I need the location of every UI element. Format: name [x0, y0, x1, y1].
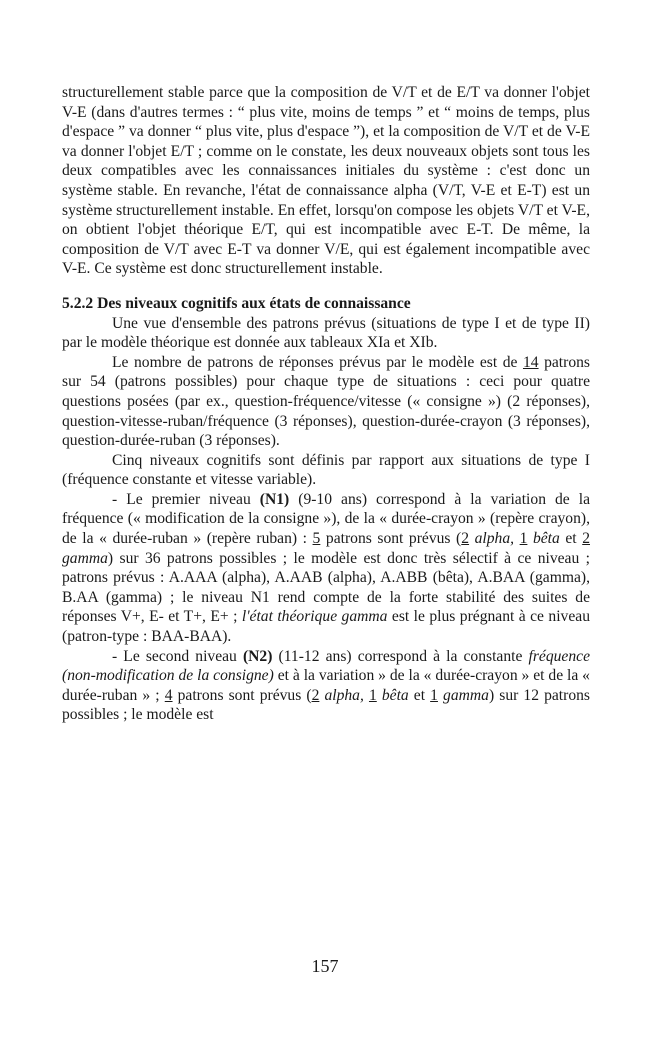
underlined-number: 1 [430, 686, 438, 704]
level-label-n1: (N1) [259, 490, 290, 508]
page-body [62, 83, 590, 725]
page-number: 157 [311, 956, 339, 976]
paragraph-2: Une vue d'ensemble des patrons prévus (situations de type I et de type II) par le modèle théorique est donnée aux tableaux XIa et XIb. [62, 314, 590, 352]
underlined-number: 5 [312, 530, 321, 548]
underlined-number: 2 [461, 530, 470, 548]
paragraph-4: Cinq niveaux cognitifs sont définis par rapport aux situations de type I (fréquence constante et vitesse variable). [62, 451, 590, 489]
section-heading: 5.2.2 Des niveaux cognitifs aux états de connaissance [62, 294, 411, 312]
underlined-number: 2 [582, 530, 590, 548]
underlined-number: 2 [311, 686, 320, 704]
paragraph-1: structurellement stable parce que la composition de V/T et de E/T va donner l'objet V-E (dans d'autres termes : “ plus vite, moins de temps ” et “ moins de temps, plus d'espace ” va donner “ plus vite, plus d'espace ”), et la composition de V/T et de V-E va donner l'objet E/T ; comme on le constate, les deux nouveaux objets sont tous les deux compatibles avec les connaissances initiales du système : c'est donc un système stable. En revanche, l'état de connaissance alpha (V/T, V-E et E-T) est un système structurellement instable. En effet, lorsqu'on compose les objets V/T et V-E, on obtient l'objet théorique E/T, qui est incompatible avec E-T. De même, la composition de V/T avec E-T va donner V/E, qui est également incompatible avec V-E. Ce système est donc structurellement instable. [62, 84, 590, 278]
paragraph-level-n2: - Le second niveau (N2) (11-12 ans) correspond à la constante fréquence (non-modification de la consigne) et à la variation » de la « durée-crayon » et de la « durée-ruban » ; 4 patrons sont prévus (2 alpha, 1 bêta et 1 gamma) sur 12 patrons possibles ; le modèle est [62, 647, 590, 724]
underlined-number: 1 [368, 686, 377, 704]
paragraph-3: Le nombre de patrons de réponses prévus par le modèle est de 14 patrons sur 54 (patrons possibles) pour chaque type de situations : ceci pour quatre questions posées (par ex., question-fréquence/vitesse (« consigne ») (2 réponses), question-vitesse-ruban/fréquence (3 réponses), question-durée-crayon (3 réponses), question-durée-ruban (3 réponses). [62, 353, 590, 450]
underlined-number: 1 [519, 530, 528, 548]
underlined-number: 14 [522, 353, 539, 371]
paragraph-level-n1: - Le premier niveau (N1) (9-10 ans) correspond à la variation de la fréquence (« modification de la consigne »), de la « durée-crayon » (repère crayon), de la « durée-ruban » (repère ruban) : 5 patrons sont prévus (2 alpha, 1 bêta et 2 gamma) sur 36 patrons possibles ; le modèle est donc très sélectif à ce niveau ; patrons prévus : A.AAA (alpha), A.AAB (alpha), A.ABB (bêta), A.BAA (gamma), B.AA (gamma) ; le niveau N1 rend compte de la forte stabilité des suites de réponses V+, E- et T+, E+ ; l'état théorique gamma est le plus prégnant à ce niveau (patron-type : BAA-BAA). [62, 490, 590, 646]
underlined-number: 4 [164, 686, 173, 704]
level-label-n2: (N2) [242, 647, 273, 665]
